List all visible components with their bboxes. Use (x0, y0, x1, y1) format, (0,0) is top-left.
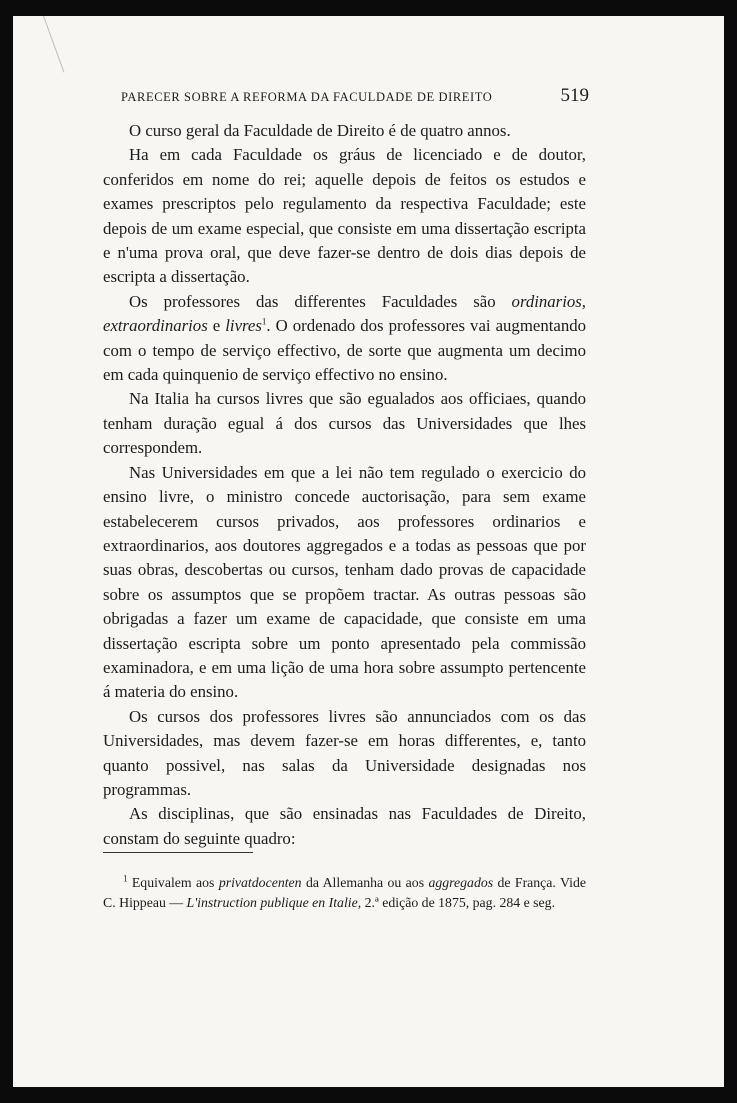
paragraph-6: Os cursos dos professores livres são annunciados com os das Universidades, mas devem fazer-se em horas differentes, e, tanto quanto possivel, nas salas da Universidade designadas nos programmas. (103, 706, 586, 799)
paragraph-3-part-c: e (207, 316, 226, 336)
body-text (103, 119, 586, 851)
footnote-marker: 1 (123, 873, 128, 884)
paragraph-3 (103, 290, 586, 388)
paragraph-3-part-e: . O ordenado dos professores vai augmentando com o tempo de serviço effectivo, de sorte que augmenta um decimo em cada quinquenio de serviço effectivo no ensino. (103, 316, 586, 385)
term-aggregados: aggregados (428, 875, 494, 890)
book-page (13, 16, 724, 1087)
paragraph-7: As disciplinas, que são ensinadas nas Faculdades de Direito, constam do seguinte quadro: (103, 804, 586, 848)
footnote-part-g: , 2.ª edição de 1875, pag. 284 e seg. (357, 894, 556, 910)
footnote-part-e: de França. Vide C. Hippeau — (103, 875, 586, 910)
margin-scratch-mark (43, 16, 64, 73)
term-ordinarios: ordinarios, extraordinarios (103, 291, 586, 336)
paragraph-5: Nas Universidades em que a lei não tem regulado o exercicio do ensino livre, o ministro concede auctorisação, para sem exame estabelecerem cursos privados, aos professores ordinarios e extraordinarios, aos doutores aggregados e a todas as pessoas que por suas obras, descobertas ou cursos, tenham dado provas de capacidade sobre os assumptos que se propõem tractar. As outras pessoas são obrigadas a fazer um exame de capacidade, que consiste em uma dissertação escripta sobre um ponto apresentado pela commissão examinadora, e em uma lição de uma hora sobre assumpto pertencente á materia do ensino. (103, 462, 586, 702)
footnote-reference: 1 (261, 316, 267, 327)
paragraph-3-part-a: Os professores das differentes Faculdades são (129, 291, 512, 311)
page-number: 519 (560, 85, 589, 106)
book-title: L'instruction publique en Italie (186, 894, 358, 910)
paragraph-4: Na Italia ha cursos livres que são egualados aos officiaes, quando tenham duração egual á dos cursos das Universidades que lhes correspondem. (103, 389, 586, 458)
footnote-rule (103, 852, 253, 853)
term-privatdocenten: privatdocenten (218, 875, 302, 890)
running-title: PARECER SOBRE A REFORMA DA FACULDADE DE DIREITO (121, 90, 493, 104)
paragraph-2: Ha em cada Faculdade os gráus de licenciado e de doutor, conferidos em nome do rei; aquelle depois de feitos os estudos e exames prescriptos pelo regulamento da respectiva Faculdade; este depois de um exame especial, que consiste em uma dissertação escripta e n'uma prova oral, que deve fazer-se dentro de dois dias depois de escripta a dissertação. (103, 145, 586, 287)
term-livres: livres (225, 316, 262, 336)
footnote-part-a: Equivalem aos (127, 875, 219, 890)
paragraph-1: O curso geral da Faculdade de Direito é de quatro annos. (129, 121, 511, 140)
footnote (103, 873, 586, 912)
footnote-part-c: da Allemanha ou aos (301, 875, 429, 890)
